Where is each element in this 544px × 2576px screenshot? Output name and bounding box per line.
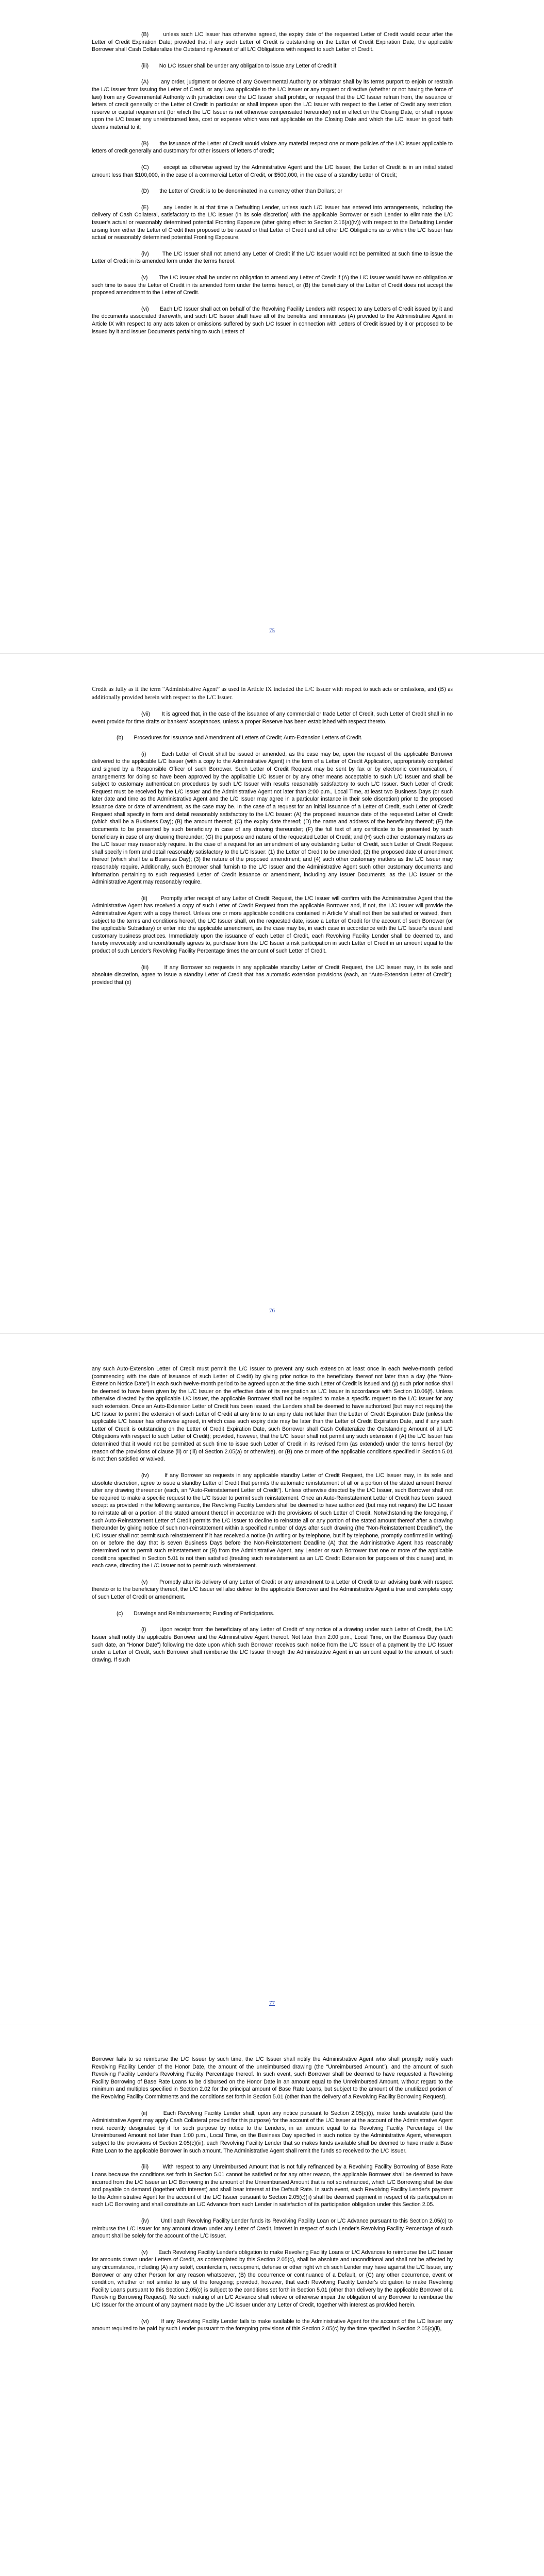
paragraph: (vi) If any Revolving Facility Lender fails to make available to the Administrative Agent for the account of the L/C Issuer any amount required to be paid by such Lender pursuant to the foregoing provisions of this Section 2.05(c) by the time specified in Section 2.05(c)(ii), bbox=[92, 2318, 453, 2332]
paragraph: (ii) Each Revolving Facility Lender shall, upon any notice pursuant to Section 2.05(c)(i), make funds available (and the Administrative Agent may apply Cash Collateral provided for this purpose) for the account of the L/C Issuer at the account of the Administrative Agent most recently designated by it for such purpose by notice to the Lenders, in an amount equal to its Revolving Facility Percentage of the Unreimbursed Amount not later than 1:00 p.m., Local Time, on the Business Day specified in such notice by the Administrative Agent, whereupon, subject to the provisions of Section 2.05(c)(iii), each Revolving Facility Lender that so makes funds available shall be deemed to have made a Base Rate Loan to the applicable Borrower in such amount. The Administrative Agent shall remit the funds so received to the L/C Issuer. bbox=[92, 2110, 453, 2154]
paragraph: (iii) No L/C Issuer shall be under any obligation to issue any Letter of Credit if: bbox=[141, 62, 338, 69]
page-separator bbox=[0, 653, 544, 654]
page-body bbox=[92, 2056, 453, 2342]
paragraph: (iii) With respect to any Unreimbursed Amount that is not fully refinanced by a Revolving Facility Borrowing of Base Rate Loans because the conditions set forth in Section 5.01 cannot be satisfied or for any other reason, the applicable Borrower shall be deemed to have incurred from the L/C Issuer an L/C Borrowing in the amount of the Unreimbursed Amount that is not so refinanced, which L/C Borrowing shall be due and payable on demand (together with interest) and shall bear interest at the Default Rate. In such event, each Revolving Facility Lender's payment to the Administrative Agent for the account of the L/C Issuer pursuant to Section 2.05(c)(ii) shall be deemed payment in respect of its participation in such L/C Borrowing and shall constitute an L/C Advance from such Lender in satisfaction of its participation obligation under this Section 2.05. bbox=[92, 2164, 453, 2208]
paragraph: any such Auto-Extension Letter of Credit must permit the L/C Issuer to prevent any such extension at least once in each twelve-month period (commencing with the date of issuance of such Letter of Credit) by giving prior notice to the beneficiary thereof not later than a day (the “Non-Extension Notice Date”) in each such twelve-month period to be agreed upon at the time such Letter of Credit is issued and (y) such prior notice shall be deemed to have been given by the L/C Issuer on the effective date of its resignation as L/C Issuer in accordance with Section 10.06(f). Unless otherwise directed by the applicable L/C Issuer, the applicable Borrower shall not be required to make a specific request to the L/C Issuer for any such extension. Once an Auto-Extension Letter of Credit has been issued, the Lenders shall be deemed to have authorized (but may not require) the L/C Issuer to permit the extension of such Letter of Credit at any time to an expiry date not later than the Letter of Credit Expiration Date (unless the applicable L/C Issuer has otherwise agreed, in which case such expiry date may be later than the Letter of Credit Expiration Date, and if any such Letter of Credit is outstanding on the Letter of Credit Expiration Date, such Borrower shall Cash Collateralize the Outstanding Amount of all L/C Obligations with respect to such Letter of Credit); provided, however, that the L/C Issuer shall not permit any such extension if (A) the L/C Issuer has determined that it would not be permitted at such time to issue such Letter of Credit in its revised form (as extended) under the terms hereof (by reason of the provisions of clause (ii) or (iii) of Section 2.05(a) or otherwise), or (B) one or more of the applicable conditions specified in Section 5.01 is not then satisfied or waived. bbox=[92, 1366, 453, 1463]
paragraph: Credit as fully as if the term “Administrative Agent” as used in Article IX included the L/C Issuer with respect to such acts or omissions, and (B) as additionally provided herein with respect to the L/C Issuer. bbox=[92, 686, 453, 701]
page-body bbox=[92, 1365, 453, 1672]
page-body bbox=[92, 31, 453, 344]
paragraph: (A) any order, judgment or decree of any Governmental Authority or arbitrator shall by its terms purport to enjoin or restrain the L/C Issuer from issuing the Letter of Credit, or any Law applicable to the L/C Issuer or any request or directive (whether or not having the force of law) from any Governmental Authority with jurisdiction over the L/C Issuer shall prohibit, or request that the L/C Issuer refrain from, the issuance of letters of credit generally or the Letter of Credit in particular or shall impose upon the L/C Issuer with respect to the Letter of Credit any restriction, reserve or capital requirement (for which the L/C Issuer is not otherwise compensated hereunder) not in effect on the Closing Date, or shall impose upon the L/C Issuer any unreimbursed loss, cost or expense which was not applicable on the Closing Date and which the L/C Issuer in good faith deems material to it; bbox=[92, 79, 453, 131]
paragraph: (E) any Lender is at that time a Defaulting Lender, unless such L/C Issuer has entered into arrangements, including the delivery of Cash Collateral, satisfactory to the L/C Issuer (in its sole discretion) with the applicable Borrower or such Lender to eliminate the L/C Issuer's actual or reasonably determined potential Fronting Exposure (after giving effect to Section 2.16(a)(iv)) with respect to the Defaulting Lender arising from either the Letter of Credit then proposed to be issued or that Letter of Credit and all other L/C Obligations as to which the L/C Issuer has actual or reasonably determined potential Fronting Exposure. bbox=[92, 204, 453, 241]
paragraph: (B) the issuance of the Letter of Credit would violate any material respect one or more policies of the L/C Issuer applicable to letters of credit generally and customary for other issuers of letters of credit; bbox=[92, 140, 453, 155]
paragraph: (iii) If any Borrower so requests in any applicable standby Letter of Credit Request, the L/C Issuer may, in its sole and absolute discretion, agree to issue a standby Letter of Credit that has automatic extension provisions (each, an “Auto-Extension Letter of Credit”); provided that (x) bbox=[92, 964, 453, 986]
paragraph: (b) Procedures for Issuance and Amendment of Letters of Credit; Auto-Extension Letters of Credit. bbox=[117, 735, 362, 741]
page-number-link[interactable]: 76 bbox=[269, 1308, 275, 1314]
paragraph: (vi) Each L/C Issuer shall act on behalf of the Revolving Facility Lenders with respect to any Letters of Credit issued by it and the documents associated therewith, and such L/C Issuer shall have all of the benefits and immunities (A) provided to the Administrative Agent in Article IX with respect to any acts taken or omissions suffered by such L/C Issuer in connection with Letters of Credit issued by it or proposed to be issued by it and Issuer Documents pertaining to such Letters of bbox=[92, 306, 453, 335]
paragraph: (B) unless such L/C Issuer has otherwise agreed, the expiry date of the requested Letter of Credit would occur after the Letter of Credit Expiration Date; provided that if any such Letter of Credit is outstanding on the Letter of Credit Expiration Date, the applicable Borrower shall Cash Collateralize the Outstanding Amount of all L/C Obligations with respect to such Letter of Credit. bbox=[92, 31, 453, 53]
paragraph: (ii) Promptly after receipt of any Letter of Credit Request, the L/C Issuer will confirm with the Administrative Agent that the Administrative Agent has received a copy of such Letter of Credit Request from the applicable Borrower and, if not, the L/C Issuer will provide the Administrative Agent with a copy thereof. Unless one or more applicable conditions contained in Article V shall not then be satisfied or waived, then, subject to the terms and conditions hereof, the L/C Issuer shall, on the requested date, issue a Letter of Credit for the account of such Borrower (or the applicable Subsidiary) or enter into the applicable amendment, as the case may be, in each case in accordance with the L/C Issuer's usual and customary business practices. Immediately upon the issuance of each Letter of Credit, each Revolving Facility Lender shall be deemed to, and hereby irrevocably and unconditionally agrees to, purchase from the L/C Issuer a risk participation in such Letter of Credit in an amount equal to the product of such Lender's Revolving Facility Percentage times the amount of such Letter of Credit. bbox=[92, 895, 453, 955]
paragraph: (iv) If any Borrower so requests in any applicable standby Letter of Credit Request, the L/C Issuer may, in its sole and absolute discretion, agree to issue a standby Letter of Credit that permits the automatic reinstatement of all or a portion of the stated amount thereof after any drawing thereunder (each, an “Auto-Reinstatement Letter of Credit”). Unless otherwise directed by the L/C Issuer, such Borrower shall not be required to make a specific request to the L/C Issuer to permit such reinstatement. Once an Auto-Reinstatement Letter of Credit has been issued, except as provided in the following sentence, the Revolving Facility Lenders shall be deemed to have authorized (but may not require) the L/C Issuer to reinstate all or a portion of the stated amount thereof in accordance with the provisions of such Letter of Credit. Notwithstanding the foregoing, if such Auto-Reinstatement Letter of Credit permits the L/C Issuer to decline to reinstate all or any portion of the stated amount thereof after a drawing thereunder by giving notice of such non-reinstatement within a specified number of days after such drawing (the “Non-Reinstatement Deadline”), the L/C Issuer shall not permit such reinstatement if it has received a notice (in writing or by telephone, but if by telephone, promptly confirmed in writing) on or before the day that is seven Business Days before the Non-Reinstatement Deadline (A) that the Administrative Agent has reasonably determined not to permit such reinstatement or (B) from the Administrative Agent, any Lender or such Borrower that one or more of the applicable conditions specified in Section 5.01 is not then satisfied (treating such reinstatement as an L/C Credit Extension for purposes of this clause) and, in each case, directing the L/C Issuer not to permit such reinstatement. bbox=[92, 1472, 453, 1569]
paragraph: (D) the Letter of Credit is to be denominated in a currency other than Dollars; or bbox=[141, 188, 342, 195]
paragraph: (vii) It is agreed that, in the case of the issuance of any commercial or trade Letter of Credit, such Letter of Credit shall in no event provide for time drafts or bankers' acceptances, unless a proper Reserve has been established with respect thereto. bbox=[92, 710, 453, 725]
paragraph: (i) Upon receipt from the beneficiary of any Letter of Credit of any notice of a drawing under such Letter of Credit, the L/C Issuer shall notify the applicable Borrower and the Administrative Agent thereof. Not later than 2:00 p.m., Local Time, on the Business Day (each such date, an “Honor Date”) following the date upon which such Borrower receives such notice from the L/C Issuer of a payment by the L/C Issuer under a Letter of Credit, such Borrower shall reimburse the L/C Issuer through the Administrative Agent in an amount equal to the amount of such drawing. If such bbox=[92, 1626, 453, 1663]
paragraph: (i) Each Letter of Credit shall be issued or amended, as the case may be, upon the request of the applicable Borrower delivered to the applicable L/C Issuer (with a copy to the Administrative Agent) in the form of a Letter of Credit Application, appropriately completed and signed by a Responsible Officer of such Borrower. Such Letter of Credit Request may be sent by fax or by electronic communication, if arrangements for doing so have been approved by the applicable L/C Issuer or by any other means acceptable to such L/C Issuer and shall be subject to customary authentication procedures by such L/C Issuer with results reasonably satisfactory to such L/C Issuer. Such Letter of Credit Request must be received by the L/C Issuer and the Administrative Agent not later than 2:00 p.m., Local Time, at least two Business Days (or such later date and time as the Administrative Agent and the L/C Issuer may agree in a particular instance in their sole discretion) prior to the proposed issuance date or date of amendment, as the case may be. In the case of a request for an initial issuance of a Letter of Credit, such Letter of Credit Request shall specify in form and detail reasonably satisfactory to the L/C Issuer: (A) the proposed issuance date of the requested Letter of Credit (which shall be a Business Day); (B) the amount thereof; (C) the expiry date thereof; (D) the name and address of the beneficiary thereof; (E) the documents to be presented by such beneficiary in case of any drawing thereunder; (F) the full text of any certificate to be presented by such beneficiary in case of any drawing thereunder; (G) the purpose and nature of the requested Letter of Credit; and (H) such other customary matters as the L/C Issuer may reasonably require. In the case of a request for an amendment of any outstanding Letter of Credit, such Letter of Credit Request shall specify in form and detail reasonably satisfactory to the L/C Issuer: (1) the Letter of Credit to be amended; (2) the proposed date of amendment thereof (which shall be a Business Day); (3) the nature of the proposed amendment; and (4) such other customary matters as the L/C Issuer may reasonably require. Additionally, such Borrower shall furnish to the L/C Issuer and the Administrative Agent such other customary documents and information pertaining to such requested Letter of Credit issuance or amendment, including any Issuer Documents, as the L/C Issuer or the Administrative Agent may reasonably require. bbox=[92, 751, 453, 886]
paragraph: (iv) Until each Revolving Facility Lender funds its Revolving Facility Loan or L/C Advance pursuant to this Section 2.05(c) to reimburse the L/C Issuer for any amount drawn under any Letter of Credit, interest in respect of such Lender's Revolving Facility Percentage of such amount shall be solely for the account of the L/C Issuer. bbox=[92, 2217, 453, 2240]
page-number-link[interactable]: 75 bbox=[269, 628, 275, 634]
paragraph: (v) Promptly after its delivery of any Letter of Credit or any amendment to a Letter of Credit to an advising bank with respect thereto or to the beneficiary thereof, the L/C Issuer will also deliver to the applicable Borrower and the Administrative Agent a true and complete copy of such Letter of Credit or amendment. bbox=[92, 1579, 453, 1601]
paragraph: (v) The L/C Issuer shall be under no obligation to amend any Letter of Credit if (A) the L/C Issuer would have no obligation at such time to issue the Letter of Credit in its amended form under the terms hereof, or (B) the beneficiary of the Letter of Credit does not accept the proposed amendment to the Letter of Credit. bbox=[92, 275, 453, 296]
page-separator bbox=[0, 1333, 544, 1334]
page-number-link[interactable]: 77 bbox=[269, 2000, 275, 2006]
paragraph: Borrower fails to so reimburse the L/C Issuer by such time, the L/C Issuer shall notify the Administrative Agent who shall promptly notify each Revolving Facility Lender of the Honor Date, the amount of the unreimbursed drawing (the “Unreimbursed Amount”), and the amount of such Revolving Facility Lender's Revolving Facility Percentage thereof. In such event, such Borrower shall be deemed to have requested a Revolving Facility Borrowing of Base Rate Loans to be disbursed on the Honor Date in an amount equal to the Unreimbursed Amount, without regard to the minimum and multiples specified in Section 2.02 for the principal amount of Base Rate Loans, but subject to the amount of the unutilized portion of the Revolving Facility Commitments and the conditions set forth in Section 5.01 (other than the delivery of a Revolving Facility Borrowing Request). bbox=[92, 2056, 453, 2100]
paragraph: (C) except as otherwise agreed by the Administrative Agent and the L/C Issuer, the Letter of Credit is in an initial stated amount less than $100,000, in the case of a commercial Letter of Credit, or $500,000, in the case of a standby Letter of Credit; bbox=[92, 164, 453, 178]
paragraph: (iv) The L/C Issuer shall not amend any Letter of Credit if the L/C Issuer would not be permitted at such time to issue the Letter of Credit in its amended form under the terms hereof. bbox=[92, 250, 453, 265]
page-body bbox=[92, 685, 453, 995]
paragraph: (v) Each Revolving Facility Lender's obligation to make Revolving Facility Loans or L/C Advances to reimburse the L/C Issuer for amounts drawn under Letters of Credit, as contemplated by this Section 2.05(c), shall be absolute and unconditional and shall not be affected by any circumstance, including (A) any setoff, counterclaim, recoupment, defense or other right which such Lender may have against the L/C Issuer, any Borrower or any other Person for any reason whatsoever, (B) the occurrence or continuance of a Default, or (C) any other occurrence, event or condition, whether or not similar to any of the foregoing; provided, however, that each Revolving Facility Lender's obligation to make Revolving Facility Loans pursuant to this Section 2.05(c) is subject to the conditions set forth in Section 5.01 (other than delivery by the applicable Borrower of a Revolving Borrowing Request). No such making of an L/C Advance shall relieve or otherwise impair the obligation of any Borrower to reimburse the L/C Issuer for the amount of any payment made by the L/C Issuer under any Letter of Credit, together with interest as provided herein. bbox=[92, 2249, 453, 2309]
paragraph: (c) Drawings and Reimbursements; Funding of Participations. bbox=[117, 1610, 275, 1617]
